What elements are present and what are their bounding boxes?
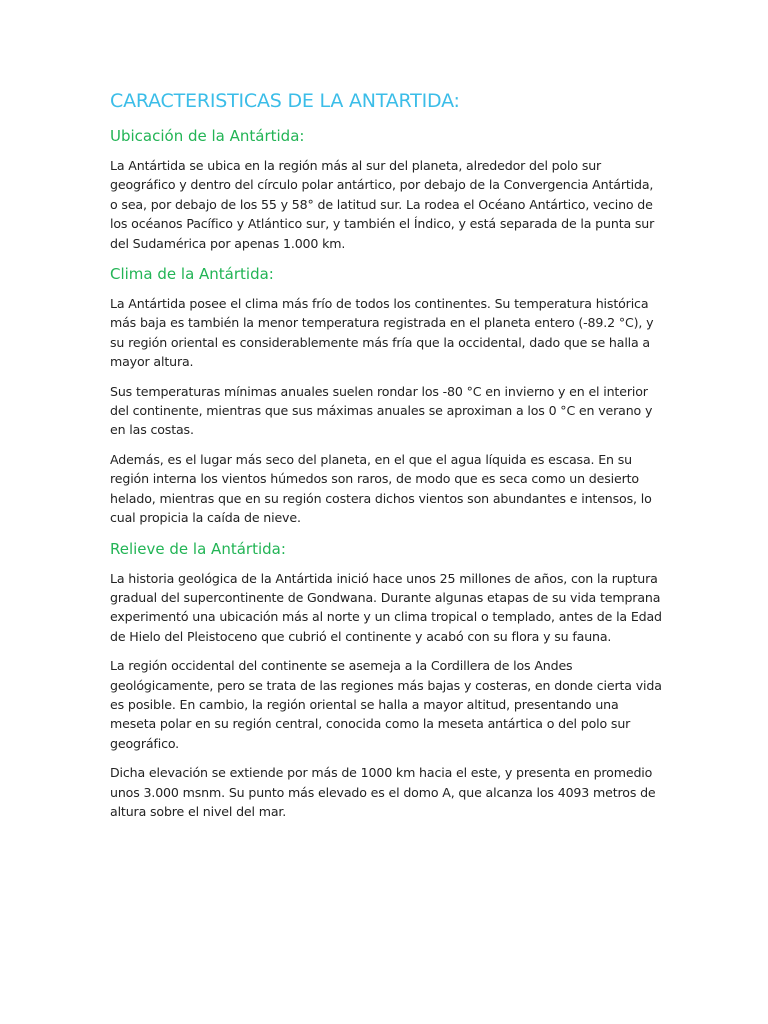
paragraph: Dicha elevación se extiende por más de 1000 km hacia el este, y presenta en promedio unos 3.000 msnm. Su punto más elevado es el domo A, que alcanza los 4093 metros de altura sobre el nivel del mar. (110, 765, 656, 819)
paragraph: La historia geológica de la Antártida inició hace unos 25 millones de años, con la ruptura gradual del supercontinente de Gondwana. Durante algunas etapas de su vida temprana experimentó una ubicación más al norte y un clima tropical o templado, antes de la Edad de Hielo del Pleistoceno que cubrió el continente y acabó con su flora y su fauna. (110, 570, 662, 644)
paragraph: Además, es el lugar más seco del planeta, en el que el agua líquida es escasa. En su región interna los vientos húmedos son raros, de modo que es seca como un desierto helado, mientras que en su región costera dichos vientos son abundantes e intensos, lo cual propicia la caída de nieve. (110, 451, 652, 526)
section-relieve (110, 538, 662, 822)
paragraph: La Antártida se ubica en la región más al sur del planeta, alrededor del polo sur geográfico y dentro del círculo polar antártico, por debajo de la Convergencia Antártida, o sea, por debajo de los 55 y 58° de latitud sur. La rodea el Océano Antártico, vecino de los océanos Pacífico y Atlántico sur, y también el Índico, y está separada de la punta sur del Sudamérica por apenas 1.000 km. (110, 158, 655, 251)
section-heading: Ubicación de la Antártida: (110, 127, 305, 145)
section-ubicacion (110, 125, 662, 253)
section-heading: Clima de la Antártida: (110, 265, 274, 284)
paragraph: Sus temperaturas mínimas anuales suelen rondar los -80 °C en invierno y en el interior del continente, mientras que sus máximas anuales se aproximan a los 0 °C en verano y en las costas. (110, 383, 653, 438)
section-heading: Relieve de la Antártida: (110, 539, 286, 558)
document-title: CARACTERISTICAS DE LA ANTARTIDA: (110, 90, 460, 112)
paragraph: La Antártida posee el clima más frío de todos los continentes. Su temperatura histórica más baja es también la menor temperatura registrada en el planeta entero (-89.2 °C), y su región oriental es considerablemente más fría que la occidental, dado que se halla a mayor altura. (110, 296, 654, 370)
section-clima (110, 263, 662, 527)
paragraph: La región occidental del continente se asemeja a la Cordillera de los Andes geológicamente, pero se trata de las regiones más bajas y costeras, en donde cierta vida es posible. En cambio, la región oriental se halla a mayor altitud, presentando una meseta polar en su región central, conocida como la meseta antártica o del polo sur geográfico. (110, 658, 662, 751)
document-page (110, 88, 662, 831)
